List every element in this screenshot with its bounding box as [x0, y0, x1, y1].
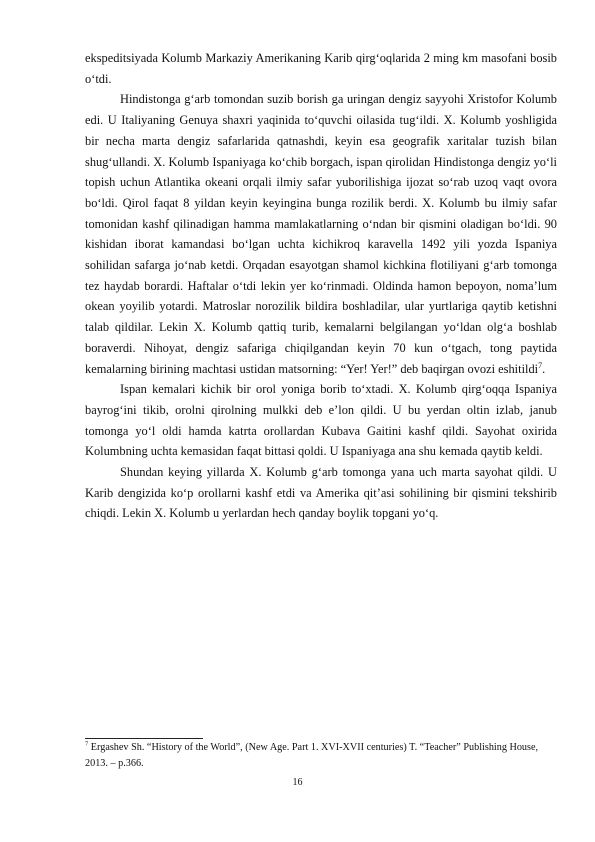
footnote-separator — [85, 738, 203, 739]
document-body — [85, 48, 557, 524]
paragraph-2 — [85, 89, 557, 379]
footnote-marker: 7 — [85, 740, 89, 748]
paragraph-2-text: Hindistonga g‘arb tomondan suzib borish ga uringan dengiz sayyohi Xristofor Kolumb edi. U Italiyaning Genuya shaxri yaqinida to‘quvchi oilasida tug‘ildi. X. Kolumb yoshligida bir necha marta dengiz safarlarida qatnashdi, keyin esa geografik xaritalar tuzish bilan shug‘ullandi. X. Kolumb Ispaniyaga ko‘chib borgach, ispan qirolidan Hindistonga dengiz yo‘li topish uchun Atlantika okeani orqali ilmiy safar yuborilishiga ijozat so‘rab uzoq vaqt ovora bo‘ldi. Qirol faqat 8 yildan keyin keyingina bunga rozilik berdi. X. Kolumb bu ilmiy safar tomonidan kashf qilinadigan hamma mamlakatlarning o‘ndan bir qismini oladigan bo‘ldi. 90 kishidan iborat kamandasi bo‘lgan uchta kichikroq karavella 1492 yili yozda Ispaniya sohilidan safarga jo‘nab ketdi. Orqadan esayotgan shamol kichkina flotiliyani g‘arb tomonga tez haydab borardi. Haftalar o‘tdi lekin yer ko‘rinmadi. Oldinda hamon bepoyon, noma’lum okean yoyilib yotardi. Matroslar norozilik bildira boshladilar, ular yurtlariga qaytib ketishni talab qildilar. Lekin X. Kolumb qattiq turib, kemalarni belgilangan yo‘ldan olg‘a boshlab boraverdi. Nihoyat, dengiz safariga chiqilgandan keyin 70 kun o‘tgach, tong paytida kemalarning birining machtasi ustidan matsorning: “Yer! Yer!” deb baqirgan ovozi eshitildi — [85, 92, 557, 376]
paragraph-3: Ispan kemalari kichik bir orol yoniga borib to‘xtadi. X. Kolumb qirg‘oqqa Ispaniya bayrog‘ini tikib, orolni qirolning mulkki deb e’lon qildi. U bu yerdan oltin izlab, janub tomonga yo‘l oldi hamda katrta orollardan Kubava Gaitini kashf qildi. Sayohat oxirida Kolumbning uchta kemasidan faqat bittasi qoldi. U Ispaniyaga ana shu kemada qaytib keldi. — [85, 382, 557, 459]
paragraph-4: Shundan keying yillarda X. Kolumb g‘arb tomonga yana uch marta sayohat qildi. U Karib dengizida ko‘p orollarni kashf etdi va Amerika qit’asi sohilining bir qismini tekshirib chiqdi. Lekin X. Kolumb u yerlardan hech qanday boylik topgani yo‘q. — [85, 465, 557, 521]
paragraph-1: ekspeditsiyada Kolumb Markaziy Amerikaning Karib qirg‘oqlarida 2 ming km masofani bosib o‘tdi. — [85, 51, 557, 86]
footnote — [85, 740, 557, 771]
page-number: 16 — [292, 777, 303, 788]
footnote-reference[interactable]: 7 — [538, 360, 543, 370]
footnote-text: Ergashev Sh. “History of the World”, (New Age. Part 1. XVI-XVII centuries) T. “Teacher” Publishing House, 2013. – p.366. — [85, 742, 539, 769]
paragraph-2-end: . — [542, 361, 546, 376]
